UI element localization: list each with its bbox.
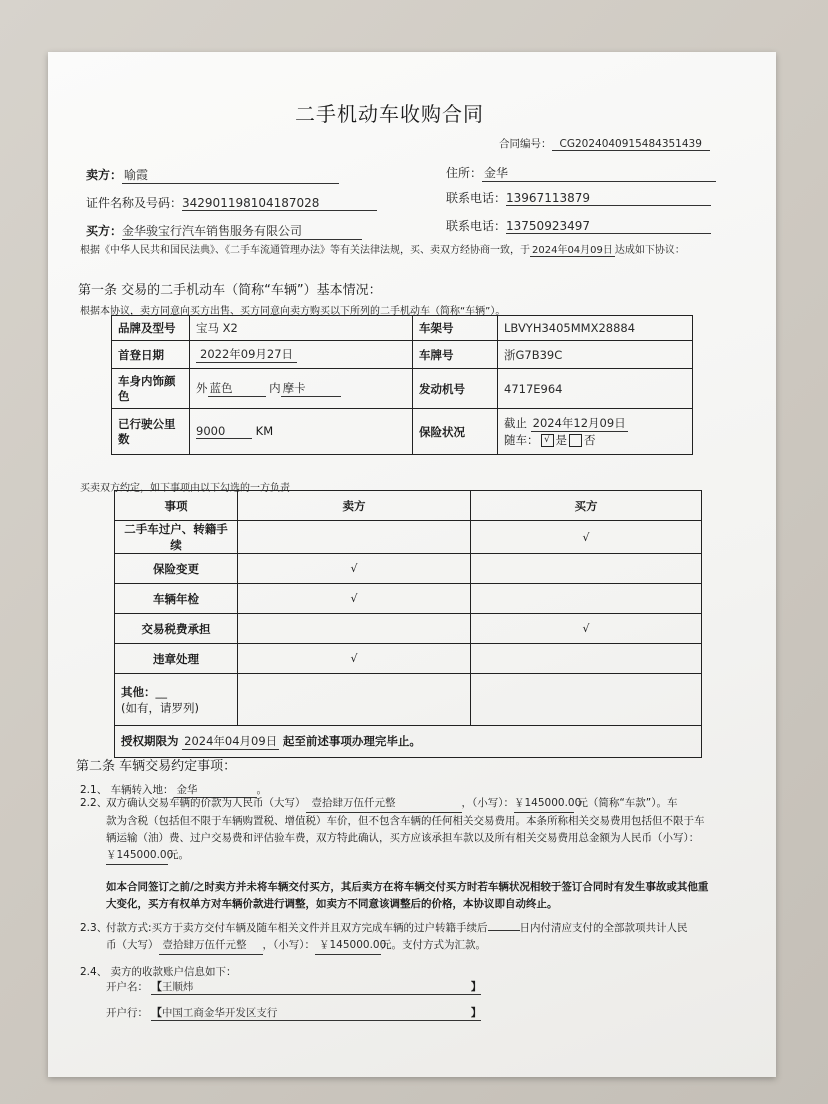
vin-value: LBVYH3405MMX28884 <box>498 316 693 341</box>
plate-label: 车牌号 <box>413 341 498 369</box>
contract-number: 合同编号： CG2024040915484351439 <box>499 136 710 151</box>
duty-item-tax: 交易税费承担 <box>115 614 238 644</box>
clause-2-4: 2.4、 卖方的收款账户信息如下： <box>80 966 237 978</box>
bank-value: 中国工商金华开发区支行 <box>161 1007 278 1019</box>
duty-buyer-violation <box>471 644 702 674</box>
insurance-yes-checkbox[interactable]: √ <box>541 434 554 447</box>
duty-item-violation: 违章处理 <box>115 644 238 674</box>
duty-seller-inspection: √ <box>238 584 471 614</box>
price-adjustment-clause: 如本合同签订之前/之时卖方并未将车辆交付买方，其后卖方在将车辆交付买方时若车辆状况相较于签订合同时有发生事故或其他重 大变化，买方有权单方对车辆价款进行调整，如卖方不同意该调整后的价格，本协议即自动终止。 <box>106 881 709 910</box>
duty-other-cell: 其他：__ (如有，请罗列) <box>115 674 238 726</box>
account-name-row: 开户名： 【王顺炜 】 <box>106 981 482 993</box>
id-row: 证件名称及号码：342901198104187028 <box>86 194 377 211</box>
clause-2-1: 2.1、 车辆转入地： 金华 。 <box>80 784 268 796</box>
duty-header-item: 事项 <box>115 491 238 521</box>
plate-value: 浙G7B39C <box>498 341 693 369</box>
clause-2-3: 付款方式:买方于卖方交付车辆及随车相关文件并且双方完成车辆的过户转籍手续后 日内付清应支付的全部款项共计人民 币（大写） 壹拾肆万伍仟元整 ，（小写）： ￥145000.00元。支付方式为汇款。 <box>106 920 756 955</box>
color-cell: 外 蓝色 内 摩卡 <box>190 369 413 409</box>
engine-label: 发动机号 <box>413 369 498 409</box>
duty-seller-violation: √ <box>238 644 471 674</box>
reg-date-label: 首登日期 <box>112 341 190 369</box>
account-name-value: 王顺炜 <box>161 981 194 993</box>
buyer-phone-row: 联系电话：13750923497 <box>446 217 711 234</box>
duty-buyer-insurance <box>471 554 702 584</box>
duty-seller-tax <box>238 614 471 644</box>
duty-seller-transfer <box>238 521 471 554</box>
mileage-label: 已行驶公里数 <box>112 409 190 455</box>
engine-value: 4717E964 <box>498 369 693 409</box>
duty-buyer-inspection <box>471 584 702 614</box>
clause-2-2: 双方确认交易车辆的价款为人民币（大写） 壹拾肆万伍仟元整 ，（小写）：￥145000.00 元（简称“车款”）。车 款为含税（包括但不限于车辆购置税、增值税）车价，但不包含车辆的任何相关交易费用。本条所称相关交易费用包括但不限于车 辆运输（油）费、过户交易费和评估验车费，双方特此确认，买方应该承担车款以及所有相关交易费用总金额为人民币（小写）： ￥145000.00元。 <box>106 795 746 865</box>
authorization-row: 授权期限为 2024年04月09日 起至前述事项办理完毕止。 <box>115 726 702 758</box>
duty-seller-insurance: √ <box>238 554 471 584</box>
brand-label: 品牌及型号 <box>112 316 190 341</box>
article-1-title: 第一条 交易的二手机动车（简称“车辆”）基本情况： <box>78 283 382 298</box>
reg-date-cell: 2022年09月27日 <box>190 341 413 369</box>
vin-label: 车架号 <box>413 316 498 341</box>
mileage-cell: 9000 KM <box>190 409 413 455</box>
clause-2-2-number: 2.2、 <box>80 797 108 809</box>
insurance-no-checkbox[interactable] <box>569 434 582 447</box>
buyer-row: 买方：金华骏宝行汽车销售服务有限公司 <box>86 222 362 240</box>
duty-item-insurance: 保险变更 <box>115 554 238 584</box>
contract-paper <box>48 52 776 1077</box>
duty-item-inspection: 车辆年检 <box>115 584 238 614</box>
article-2-title: 第二条 车辆交易约定事项： <box>76 759 237 774</box>
duty-header-buyer: 买方 <box>471 491 702 521</box>
insurance-cell: 截止 2024年12月09日 随车： √ 是 否 <box>498 409 693 455</box>
duty-other-buyer <box>471 674 702 726</box>
seller-row: 卖方： 喻霞 <box>86 166 339 184</box>
agree-intro: 买卖双方约定，如下事项由以下勾选的一方负责 <box>80 483 290 494</box>
color-label: 车身内饰颜色 <box>112 369 190 409</box>
duty-buyer-transfer: √ <box>471 521 702 554</box>
vehicle-info-table <box>111 315 693 455</box>
bank-row: 开户行： 【中国工商金华开发区支行 】 <box>106 1007 482 1019</box>
duty-header-seller: 卖方 <box>238 491 471 521</box>
brand-value: 宝马 X2 <box>190 316 413 341</box>
address-row: 住所： 金华 <box>446 164 716 182</box>
duty-table <box>114 490 702 758</box>
clause-2-3-number: 2.3、 <box>80 922 108 934</box>
seller-phone-row: 联系电话：13967113879 <box>446 189 711 206</box>
article-1-desc: 根据本协议，卖方同意向买方出售、买方同意向卖方购买以下所列的二手机动车（简称“车辆”）。 <box>80 306 506 317</box>
duty-buyer-tax: √ <box>471 614 702 644</box>
duty-other-seller <box>238 674 471 726</box>
insurance-label: 保险状况 <box>413 409 498 455</box>
duty-item-transfer: 二手车过户、转籍手续 <box>115 521 238 554</box>
document-title: 二手机动车收购合同 <box>295 102 484 126</box>
intro-line: 根据《中华人民共和国民法典》、《二手车流通管理办法》等有关法律法规，买、卖双方经协商一致，于 2024年04月09日 达成如下协议： <box>80 241 685 257</box>
